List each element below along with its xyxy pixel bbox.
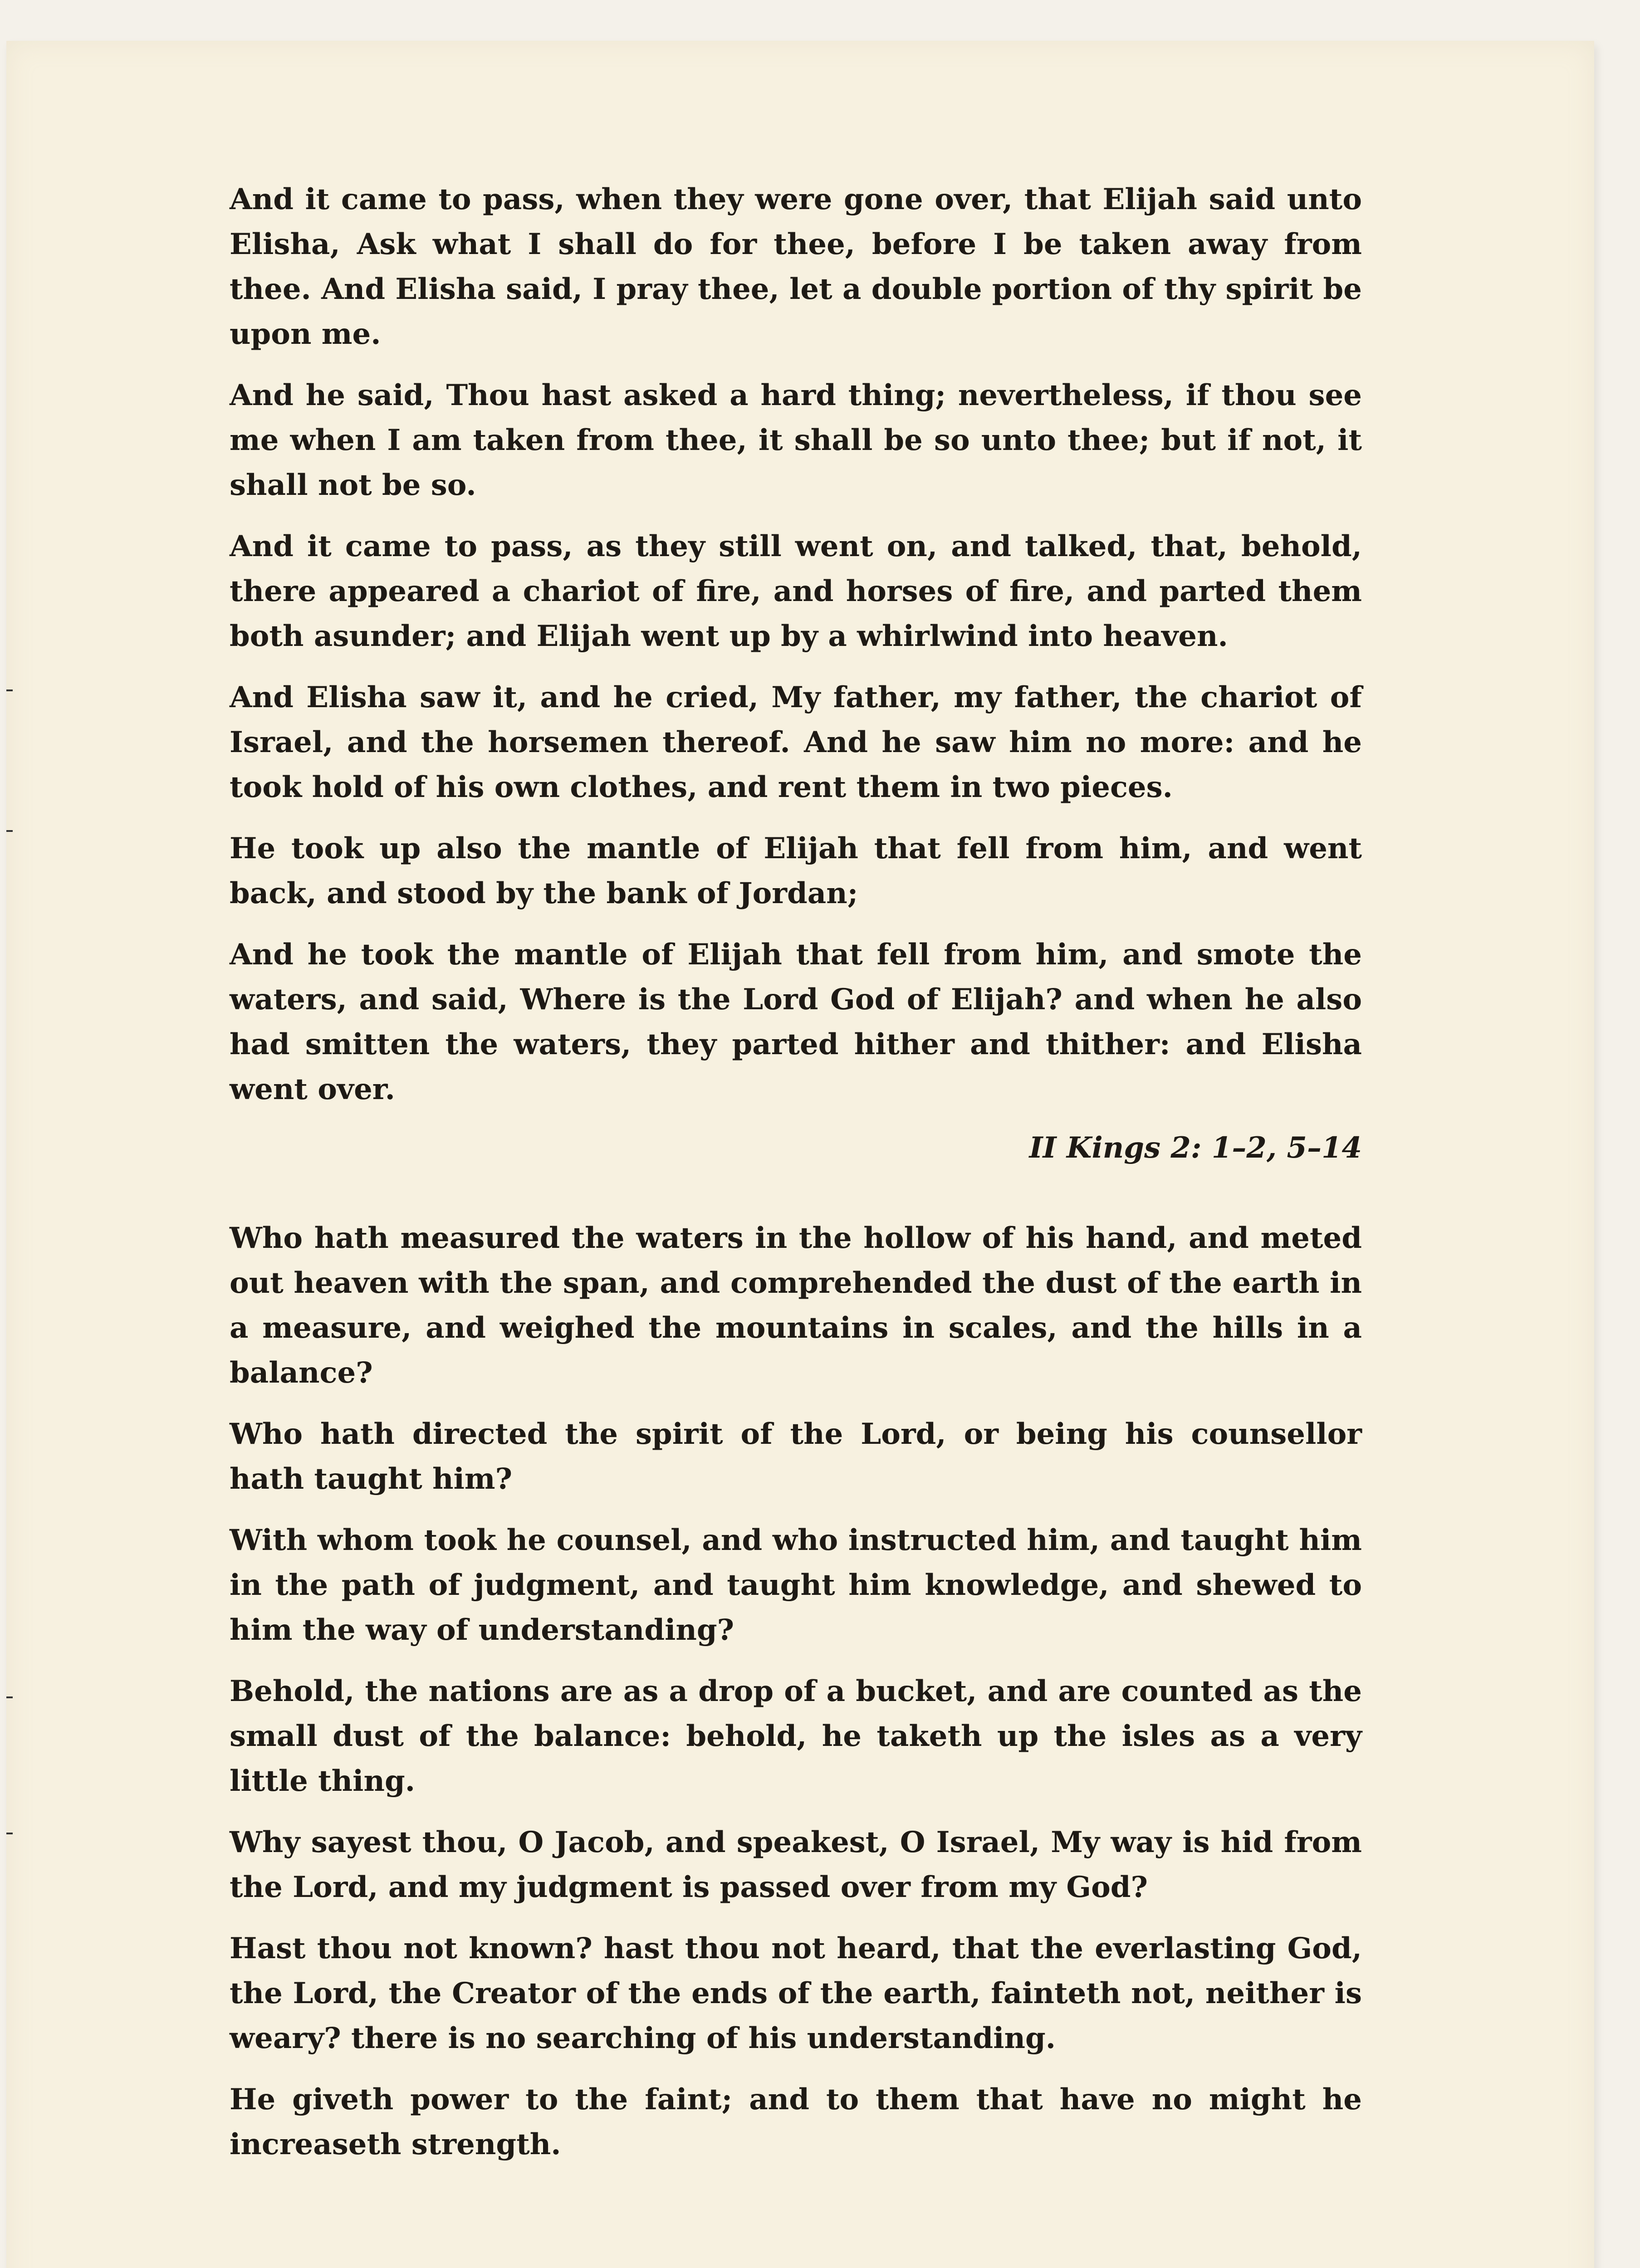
paragraph: And Elisha saw it, and he cried, My father, my father, the chariot of Israel, and the horsemen thereof. And he saw him no more: and he took hold of his own clothes, and rent them in two pieces.: [230, 680, 1362, 804]
binding-mark: [6, 689, 13, 691]
paragraph: Behold, the nations are as a drop of a bucket, and are counted as the small dust of the balance: behold, he taketh up the isles as a very little thing.: [230, 1674, 1362, 1798]
scripture-citation: II Kings 2: 1–2, 5–14: [1029, 1131, 1362, 1165]
paragraph: He giveth power to the faint; and to them that have no might he increaseth strength.: [230, 2082, 1362, 2161]
paragraph: And it came to pass, as they still went on, and talked, that, behold, there appeared a chariot of fire, and horses of fire, and parted them both asunder; and Elijah went up by a whirlwind into heaven.: [230, 529, 1362, 653]
paragraph: Who hath directed the spirit of the Lord, or being his counsellor hath taught him?: [230, 1417, 1362, 1496]
paragraph: Why sayest thou, O Jacob, and speakest, O Israel, My way is hid from the Lord, and my judgment is passed over from my God?: [230, 1825, 1362, 1904]
paragraph: And he said, Thou hast asked a hard thing; nevertheless, if thou see me when I am taken from thee, it shall be so unto thee; but if not, it shall not be so.: [230, 378, 1362, 502]
scripture-text: [230, 177, 1362, 2183]
binding-mark: [6, 1696, 13, 1698]
paragraph: With whom took he counsel, and who instructed him, and taught him in the path of judgment, and taught him knowledge, and shewed to him the way of understanding?: [230, 1523, 1362, 1647]
binding-mark: [6, 1833, 13, 1834]
binding-mark: [6, 830, 13, 832]
paragraph: Who hath measured the waters in the hollow of his hand, and meted out heaven with the span, and comprehended the dust of the earth in a measure, and weighed the mountains in scales, and the hills in a balance?: [230, 1221, 1362, 1390]
paragraph: And it came to pass, when they were gone over, that Elijah said unto Elisha, Ask what I shall do for thee, before I be taken away from thee. And Elisha said, I pray thee, let a double portion of thy spirit be upon me.: [230, 182, 1362, 351]
paragraph: And he took the mantle of Elijah that fell from him, and smote the waters, and said, Where is the Lord God of Elijah? and when he also had smitten the waters, they parted hither and thither: and Elisha went over.: [230, 938, 1362, 1106]
paragraph: He took up also the mantle of Elijah that fell from him, and went back, and stood by the bank of Jordan;: [230, 831, 1362, 910]
paragraph: Hast thou not known? hast thou not heard, that the everlasting God, the Lord, the Creator of the ends of the earth, fainteth not, neither is weary? there is no searching of his understanding.: [230, 1931, 1362, 2055]
